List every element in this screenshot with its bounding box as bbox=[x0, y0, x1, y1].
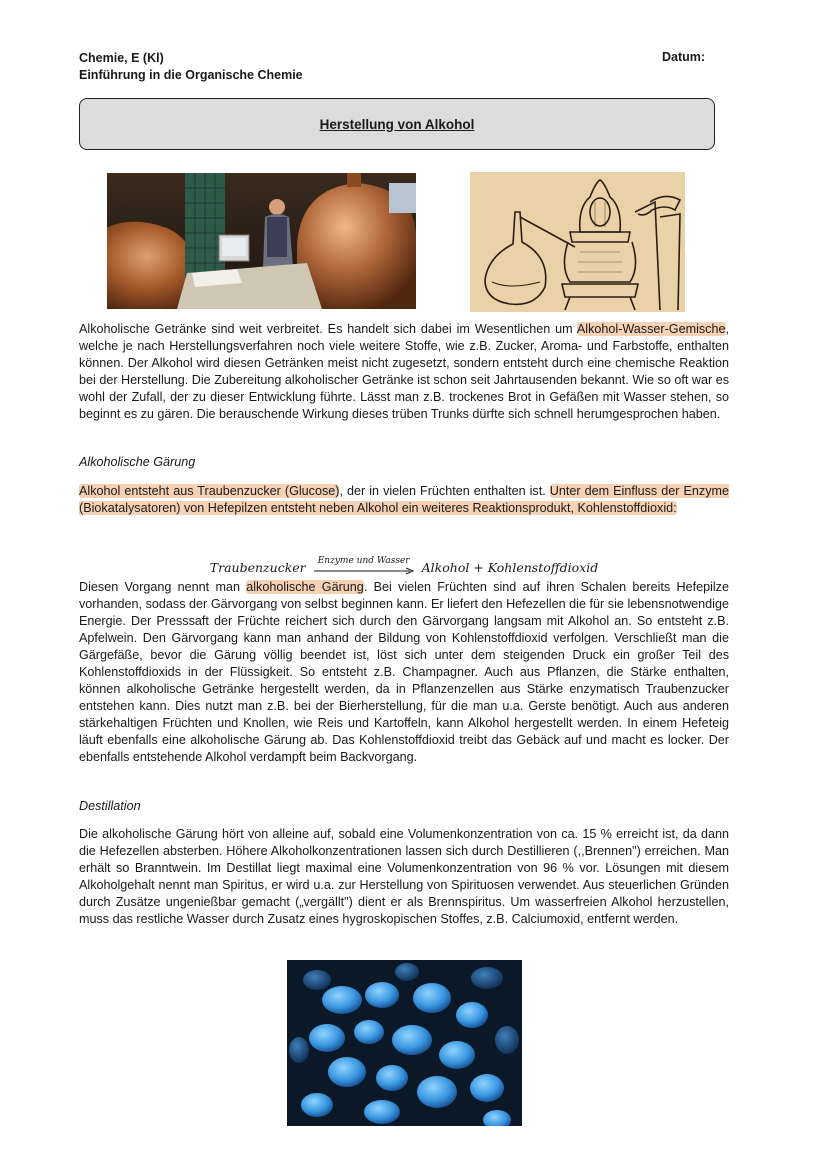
highlight-alkoholische-gaerung: alkoholische Gärung bbox=[246, 580, 364, 594]
arrow-right-icon bbox=[314, 567, 414, 575]
intro-text-rest: , welche je nach Herstellungsverfahren noch viele weitere Stoffe, wie z.B. Zucker, Aroma- und Farbstoffe, enthalten können. Der Alkohol wird diesen Getränken meist nicht zugesetzt, sondern entsteht durch eine chemische Reaktion bei der Herstellung. Die Zubereitung alkoholischer Getränke ist schon seit Jahrtausenden bekannt. Wie so oft war es wohl der Zufall, der zu dieser Entwicklung führte. Lässt man z.B. trockenes Brot in Gefäßen mit Wasser stehen, so beginnt es zu gären. Die berauschende Wirkung dieses trüben Trunks dürfte sich schnell herumgesprochen haben. bbox=[79, 322, 729, 421]
gaerung-detail-start: Diesen Vorgang nennt man bbox=[79, 580, 247, 594]
date-label: Datum: bbox=[662, 50, 706, 64]
reaction-arrow bbox=[314, 556, 414, 575]
arrow-label: Enzyme und Wasser bbox=[317, 556, 410, 566]
gaerung-text: , der in vielen Früchten enthalten ist. bbox=[339, 484, 550, 498]
course-name: Chemie, E (Kl) bbox=[79, 51, 164, 65]
intro-paragraph bbox=[79, 321, 729, 423]
destillation-paragraph: Die alkoholische Gärung hört von alleine auf, sobald eine Volumenkonzentration von ca. 15 % erreicht ist, da dann die Hefezellen absterben. Höhere Alkoholkonzentrationen lassen sich durch Destillieren (,,Brennen") erreichen. Man erhält so Branntwein. Im Destillat liegt maximal eine Volumenkonzentration von 96 % vor. Lösungen mit diesem Alkoholgehalt nennt man Spiritus, er wird u.a. zur Herstellung von Spirituosen verwendet. Aus steuerlichen Gründen durch Zusätze ungenießbar gemacht („vergällt") dient er als Brennspiritus. Um wasserfreien Alkohol herzustellen, muss das restliche Wasser durch Zusatz eines hygroskopischen Stoffes, z.B. Calciumoxid, entfernt werden. bbox=[79, 827, 729, 926]
gaerung-detail-paragraph bbox=[79, 579, 729, 766]
highlight-alkohol-wasser-gemische: Alkohol-Wasser-Gemische bbox=[576, 322, 726, 336]
page-title: Herstellung von Alkohol bbox=[319, 116, 475, 132]
products-alkohol-kohlenstoffdioxid: Alkohol + Kohlenstoffdioxid bbox=[421, 560, 599, 575]
gaerung-detail-rest: . Bei vielen Früchten sind auf ihren Schalen bereits Hefepilze vorhanden, sodass der Gärvorgang von selbst beginnen kann. Er liefert den Hefezellen die für sie lebensnotwendige Energie. Der Presssaft der Früchte reichert sich durch den Gärvorgang langsam mit Alkohol an. So entsteht z.B. Apfelwein. Den Gärvorgang kann man anhand der Bildung von Kohlenstoffdioxid verfolgen. Verschließt man die Gärgefäße, bevor die Gärung völlig beendet ist, löst sich unter dem steigenden Druck ein großer Teil des Kohlenstoffdioxids in der Flüssigkeit. So entsteht z.B. Champagner. Auch aus Pflanzen, die Stärke enthalten, können alkoholische Getränke hergestellt werden, da in Pflanzenzellen aus Stärke enzymatisch Traubenzucker entstehen kann. Dies nutzt man z.B. bei der Bierherstellung, für die man u.a. Gerste benötigt. Auch aus anderen stärkehaltigen Früchten und Knollen, wie Reis und Kartoffeln, kann Alkohol hergestellt werden. In einem Hefeteig läuft ebenfalls eine alkoholische Gärung ab. Das Kohlenstoffdioxid treibt das Gebäck auf und macht es locker. Der ebenfalls entstehende Alkohol verdampft beim Backvorgang. bbox=[79, 580, 729, 764]
yeast-cells-photo bbox=[287, 960, 522, 1126]
header-course-info bbox=[79, 50, 303, 84]
intro-text-start: Alkoholische Getränke sind weit verbreitet. Es handelt sich dabei im Wesentlichen um bbox=[79, 322, 577, 336]
highlight-glucose: Alkohol entsteht aus Traubenzucker (Glucose) bbox=[79, 484, 340, 498]
brewery-photo bbox=[107, 173, 416, 309]
reactant-traubenzucker: Traubenzucker bbox=[209, 560, 306, 575]
highlight-enzyme: Unter dem Einfluss der Enzyme (Biokatalysatoren) von Hefepilzen entsteht neben Alkohol ein weiteres Reaktionsprodukt, Kohlenstoffdioxid: bbox=[79, 484, 730, 515]
distillation-apparatus-drawing bbox=[470, 172, 685, 312]
gaerung-intro-paragraph bbox=[79, 483, 729, 517]
heading-destillation: Destillation bbox=[79, 799, 141, 813]
heading-alkoholische-gaerung: Alkoholische Gärung bbox=[79, 455, 196, 469]
reaction-equation bbox=[79, 545, 729, 575]
title-box bbox=[79, 98, 715, 150]
subject-name: Einführung in die Organische Chemie bbox=[79, 68, 303, 82]
